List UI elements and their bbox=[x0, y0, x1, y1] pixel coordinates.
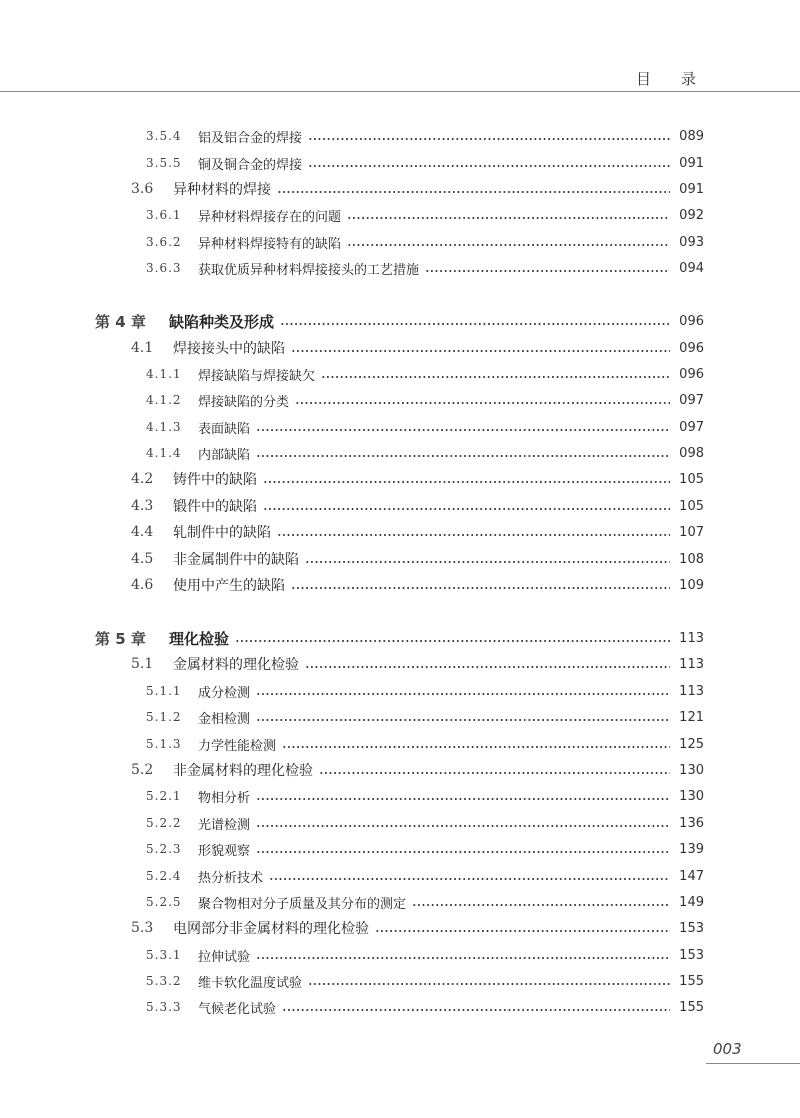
toc-entry-page: 105 bbox=[679, 471, 704, 487]
toc-entry-title: 铜及铜合金的焊接 bbox=[198, 157, 303, 173]
toc-entry bbox=[131, 335, 704, 361]
toc-entry-page: 098 bbox=[679, 445, 704, 461]
toc-entry-title: 缺陷种类及形成 bbox=[169, 312, 275, 331]
toc-entry-number: 3.6.3 bbox=[146, 261, 182, 275]
dot-leader bbox=[291, 587, 670, 589]
toc-entry-title: 轧制件中的缺陷 bbox=[173, 525, 271, 541]
dot-leader bbox=[277, 191, 670, 193]
dot-leader bbox=[235, 640, 670, 642]
dot-leader bbox=[282, 1009, 670, 1011]
toc-entry-page: 130 bbox=[679, 788, 704, 804]
toc-entry-page: 096 bbox=[679, 340, 704, 356]
toc-entry-number: 4.6 bbox=[131, 577, 154, 593]
toc-entry-title: 非金属材料的理化检验 bbox=[173, 763, 313, 779]
toc-entry-title: 获取优质异种材料焊接接头的工艺措施 bbox=[198, 262, 420, 278]
toc-entry-title: 力学性能检测 bbox=[198, 738, 277, 754]
toc-entry bbox=[146, 783, 704, 809]
toc-entry-title: 光谱检测 bbox=[198, 817, 251, 833]
toc-entry bbox=[131, 572, 704, 598]
toc-entry-number: 3.6 bbox=[131, 181, 154, 197]
toc-entry-number: 5.2 bbox=[131, 762, 154, 778]
toc-entry bbox=[131, 176, 704, 202]
dot-leader bbox=[295, 402, 670, 404]
toc-entry-title: 金属材料的理化检验 bbox=[173, 657, 299, 673]
toc-entry bbox=[146, 202, 704, 228]
toc-entry-number: 4.1.2 bbox=[146, 393, 182, 407]
toc-entry bbox=[146, 836, 704, 862]
dot-leader bbox=[375, 930, 670, 932]
dot-leader bbox=[347, 244, 670, 246]
toc-entry-page: 130 bbox=[679, 762, 704, 778]
page-number: 003 bbox=[713, 1040, 742, 1058]
dot-leader bbox=[263, 508, 670, 510]
toc-entry-number: 5.1 bbox=[131, 656, 154, 672]
dot-leader bbox=[256, 429, 670, 431]
toc-entry-number: 5.2.5 bbox=[146, 895, 182, 909]
toc-entry bbox=[131, 757, 704, 783]
toc-entry-page: 113 bbox=[679, 630, 704, 646]
toc-entry bbox=[95, 625, 704, 651]
toc-entry-number: 5.3.2 bbox=[146, 974, 182, 988]
toc-entry bbox=[146, 150, 704, 176]
toc-entry-number: 5.1.1 bbox=[146, 684, 182, 698]
toc-entry-title: 气候老化试验 bbox=[198, 1001, 277, 1017]
dot-leader bbox=[308, 983, 670, 985]
toc-entry bbox=[131, 651, 704, 677]
dot-leader bbox=[280, 323, 670, 325]
toc-entry-number: 3.6.1 bbox=[146, 208, 182, 222]
toc-entry bbox=[131, 915, 704, 941]
toc-entry-title: 理化检验 bbox=[169, 629, 230, 648]
toc-entry-number: 5.3 bbox=[131, 920, 154, 936]
toc-entry-number: 4.1.4 bbox=[146, 446, 182, 460]
toc-entry-page: 121 bbox=[679, 709, 704, 725]
dot-leader bbox=[256, 825, 670, 827]
toc-entry-title: 电网部分非金属材料的理化检验 bbox=[173, 921, 369, 937]
dot-leader bbox=[291, 350, 670, 352]
toc-entry-title: 物相分析 bbox=[198, 790, 251, 806]
toc-entry bbox=[146, 123, 704, 149]
toc-entry-page: 149 bbox=[679, 894, 704, 910]
toc-entry-number: 5.2.3 bbox=[146, 842, 182, 856]
dot-leader bbox=[256, 957, 670, 959]
toc-entry-title: 聚合物相对分子质量及其分布的测定 bbox=[198, 896, 407, 912]
toc-entry-page: 113 bbox=[679, 683, 704, 699]
toc-entry-title: 非金属制件中的缺陷 bbox=[173, 552, 299, 568]
toc-entry bbox=[146, 361, 704, 387]
toc-entry-page: 109 bbox=[679, 577, 704, 593]
dot-leader bbox=[256, 455, 670, 457]
toc-entry-page: 094 bbox=[679, 260, 704, 276]
toc-entry-number: 第 4 章 bbox=[95, 312, 146, 331]
toc-entry-page: 113 bbox=[679, 656, 704, 672]
toc-entry bbox=[95, 308, 704, 334]
toc-entry bbox=[146, 942, 704, 968]
toc-entry bbox=[146, 731, 704, 757]
toc-entry-page: 153 bbox=[679, 947, 704, 963]
toc-entry-title: 锻件中的缺陷 bbox=[173, 499, 257, 515]
toc-entry bbox=[146, 229, 704, 255]
dot-leader bbox=[347, 217, 670, 219]
dot-leader bbox=[256, 851, 670, 853]
toc-entry-number: 第 5 章 bbox=[95, 629, 146, 648]
toc-entry-title: 热分析技术 bbox=[198, 870, 264, 886]
toc-entry-page: 089 bbox=[679, 128, 704, 144]
toc-entry-number: 5.3.3 bbox=[146, 1000, 182, 1014]
toc-entry-number: 4.2 bbox=[131, 471, 154, 487]
toc-entry-title: 内部缺陷 bbox=[198, 447, 251, 463]
toc-entry-number: 3.6.2 bbox=[146, 235, 182, 249]
toc-entry-page: 097 bbox=[679, 392, 704, 408]
toc-entry-page: 096 bbox=[679, 366, 704, 382]
dot-leader bbox=[256, 798, 670, 800]
dot-leader bbox=[269, 878, 670, 880]
dot-leader bbox=[308, 138, 670, 140]
toc-entry-number: 4.1.1 bbox=[146, 367, 182, 381]
toc-entry-title: 焊接缺陷的分类 bbox=[198, 394, 290, 410]
toc-entry-page: 096 bbox=[679, 313, 704, 329]
toc-entry-title: 拉伸试验 bbox=[198, 949, 251, 965]
toc-entry bbox=[131, 546, 704, 572]
toc-entry-page: 108 bbox=[679, 551, 704, 567]
toc-entry-title: 维卡软化温度试验 bbox=[198, 975, 303, 991]
toc-entry-number: 5.1.2 bbox=[146, 710, 182, 724]
toc-entry bbox=[131, 519, 704, 545]
toc-entry-page: 153 bbox=[679, 920, 704, 936]
toc-entry-title: 异种材料的焊接 bbox=[173, 182, 271, 198]
toc-entry-number: 5.1.3 bbox=[146, 737, 182, 751]
toc-entry bbox=[146, 994, 704, 1020]
toc-entry-page: 091 bbox=[679, 181, 704, 197]
toc-entry-page: 147 bbox=[679, 868, 704, 884]
dot-leader bbox=[263, 481, 670, 483]
toc-entry-number: 5.2.2 bbox=[146, 816, 182, 830]
toc-entry bbox=[146, 810, 704, 836]
toc-entry bbox=[146, 863, 704, 889]
toc-entry-number: 4.4 bbox=[131, 524, 154, 540]
toc-entry-number: 5.2.1 bbox=[146, 789, 182, 803]
toc-entry-number: 4.3 bbox=[131, 498, 154, 514]
toc-entry-title: 焊接缺陷与焊接缺欠 bbox=[198, 368, 316, 384]
toc-entry bbox=[146, 387, 704, 413]
toc-entry-title: 铝及铝合金的焊接 bbox=[198, 130, 303, 146]
toc-entry bbox=[146, 889, 704, 915]
footer-rule bbox=[706, 1063, 800, 1064]
toc-entry bbox=[146, 678, 704, 704]
running-header-title: 目录 bbox=[636, 70, 727, 88]
toc-entry-page: 136 bbox=[679, 815, 704, 831]
toc-entry-title: 焊接接头中的缺陷 bbox=[173, 341, 285, 357]
toc-entry bbox=[146, 440, 704, 466]
toc-entry-number: 3.5.5 bbox=[146, 156, 182, 170]
toc-entry bbox=[146, 968, 704, 994]
toc-entry-page: 155 bbox=[679, 973, 704, 989]
toc-entry-page: 093 bbox=[679, 234, 704, 250]
dot-leader bbox=[305, 666, 670, 668]
toc-entry-page: 139 bbox=[679, 841, 704, 857]
toc-entry-title: 成分检测 bbox=[198, 685, 251, 701]
dot-leader bbox=[308, 165, 670, 167]
toc-entry-page: 155 bbox=[679, 999, 704, 1015]
toc-entry-title: 使用中产生的缺陷 bbox=[173, 578, 285, 594]
dot-leader bbox=[305, 561, 670, 563]
dot-leader bbox=[319, 772, 670, 774]
toc-entry-number: 3.5.4 bbox=[146, 129, 182, 143]
toc-entry-page: 125 bbox=[679, 736, 704, 752]
toc-entry-page: 091 bbox=[679, 155, 704, 171]
toc-entry bbox=[146, 414, 704, 440]
toc-entry-number: 4.1.3 bbox=[146, 420, 182, 434]
toc-entry-page: 097 bbox=[679, 419, 704, 435]
dot-leader bbox=[425, 270, 670, 272]
dot-leader bbox=[256, 693, 670, 695]
toc-entry-title: 异种材料焊接存在的问题 bbox=[198, 209, 342, 225]
dot-leader bbox=[277, 534, 670, 536]
toc-entry-page: 105 bbox=[679, 498, 704, 514]
toc-entry bbox=[146, 704, 704, 730]
dot-leader bbox=[412, 904, 670, 906]
toc-entry-number: 5.3.1 bbox=[146, 948, 182, 962]
toc-entry-title: 异种材料焊接特有的缺陷 bbox=[198, 236, 342, 252]
toc-entry-title: 金相检测 bbox=[198, 711, 251, 727]
toc-entry bbox=[131, 466, 704, 492]
toc-entry-number: 4.5 bbox=[131, 551, 154, 567]
toc-entry-title: 表面缺陷 bbox=[198, 421, 251, 437]
toc-entry-page: 107 bbox=[679, 524, 704, 540]
toc-entry-title: 形貌观察 bbox=[198, 843, 251, 859]
toc-entry bbox=[146, 255, 704, 281]
dot-leader bbox=[256, 719, 670, 721]
toc-entry-title: 铸件中的缺陷 bbox=[173, 472, 257, 488]
toc-entry-number: 4.1 bbox=[131, 340, 154, 356]
toc-entry-page: 092 bbox=[679, 207, 704, 223]
toc-entry-number: 5.2.4 bbox=[146, 869, 182, 883]
dot-leader bbox=[321, 376, 670, 378]
toc-entry bbox=[131, 493, 704, 519]
dot-leader bbox=[282, 746, 670, 748]
